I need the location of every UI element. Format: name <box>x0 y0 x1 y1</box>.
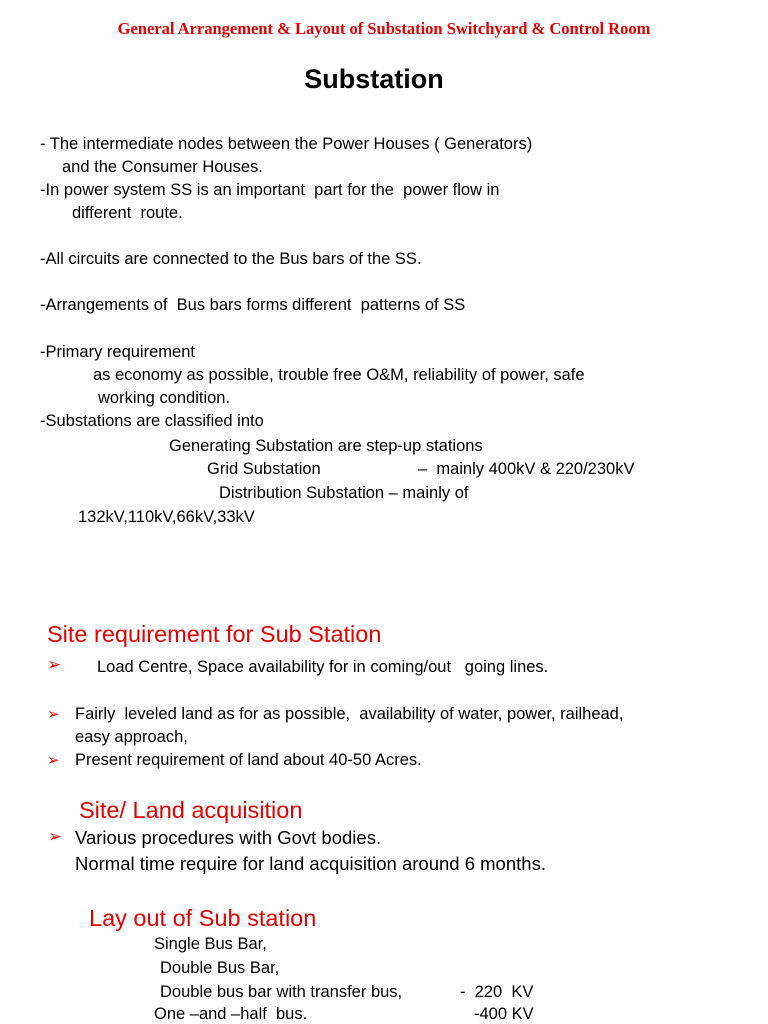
layout-line-4-voltage: -400 KV <box>474 1005 534 1023</box>
intro-line-10: -Substations are classified into <box>40 412 264 430</box>
layout-line-3-voltage: - 220 KV <box>460 983 534 1001</box>
layout-line-2: Double Bus Bar, <box>160 959 280 977</box>
intro-line-7: -Primary requirement <box>40 343 195 361</box>
intro-line-15: 132kV,110kV,66kV,33kV <box>78 508 255 526</box>
intro-line-14: Distribution Substation – mainly of <box>219 484 469 502</box>
site-requirement-item-2-cont: easy approach, <box>75 728 188 746</box>
arrow-bullet-icon: ➢ <box>47 706 60 723</box>
land-acquisition-line-1: Various procedures with Govt bodies. <box>75 827 382 848</box>
intro-line-5: -All circuits are connected to the Bus bars of the SS. <box>40 250 422 268</box>
arrow-bullet-icon: ➢ <box>47 752 60 769</box>
intro-line-2: and the Consumer Houses. <box>62 158 263 176</box>
intro-line-8: as economy as possible, trouble free O&M, reliability of power, safe <box>93 366 585 384</box>
intro-line-11: Generating Substation are step-up stations <box>169 437 483 455</box>
layout-line-3: Double bus bar with transfer bus, <box>160 983 403 1001</box>
intro-line-13: – mainly 400kV & 220/230kV <box>418 460 635 478</box>
intro-line-12: Grid Substation <box>207 460 321 478</box>
document-banner-title: General Arrangement & Layout of Substation Switchyard & Control Room <box>117 19 651 38</box>
intro-line-9: working condition. <box>98 389 231 407</box>
page-title: Substation <box>304 64 444 94</box>
land-acquisition-heading: Site/ Land acquisition <box>79 797 303 823</box>
land-acquisition-line-2: Normal time require for land acquisition around 6 months. <box>75 853 546 874</box>
intro-line-4: different route. <box>72 204 183 222</box>
intro-line-1: - The intermediate nodes between the Power Houses ( Generators) <box>40 135 533 153</box>
layout-line-4: One –and –half bus. <box>154 1005 308 1023</box>
site-requirement-item-3: Present requirement of land about 40-50 Acres. <box>75 751 422 769</box>
arrow-bullet-icon: ➢ <box>48 827 63 846</box>
intro-line-3: -In power system SS is an important part for the power flow in <box>40 181 500 199</box>
arrow-bullet-icon: ➢ <box>47 655 62 674</box>
layout-heading: Lay out of Sub station <box>89 905 317 931</box>
site-requirement-item-2: Fairly leveled land as for as possible, availability of water, power, railhead, <box>75 705 624 723</box>
layout-line-1: Single Bus Bar, <box>154 935 267 953</box>
intro-line-6: -Arrangements of Bus bars forms different patterns of SS <box>40 296 466 314</box>
site-requirement-heading: Site requirement for Sub Station <box>47 621 382 647</box>
site-requirement-item-1: Load Centre, Space availability for in coming/out going lines. <box>97 658 549 676</box>
